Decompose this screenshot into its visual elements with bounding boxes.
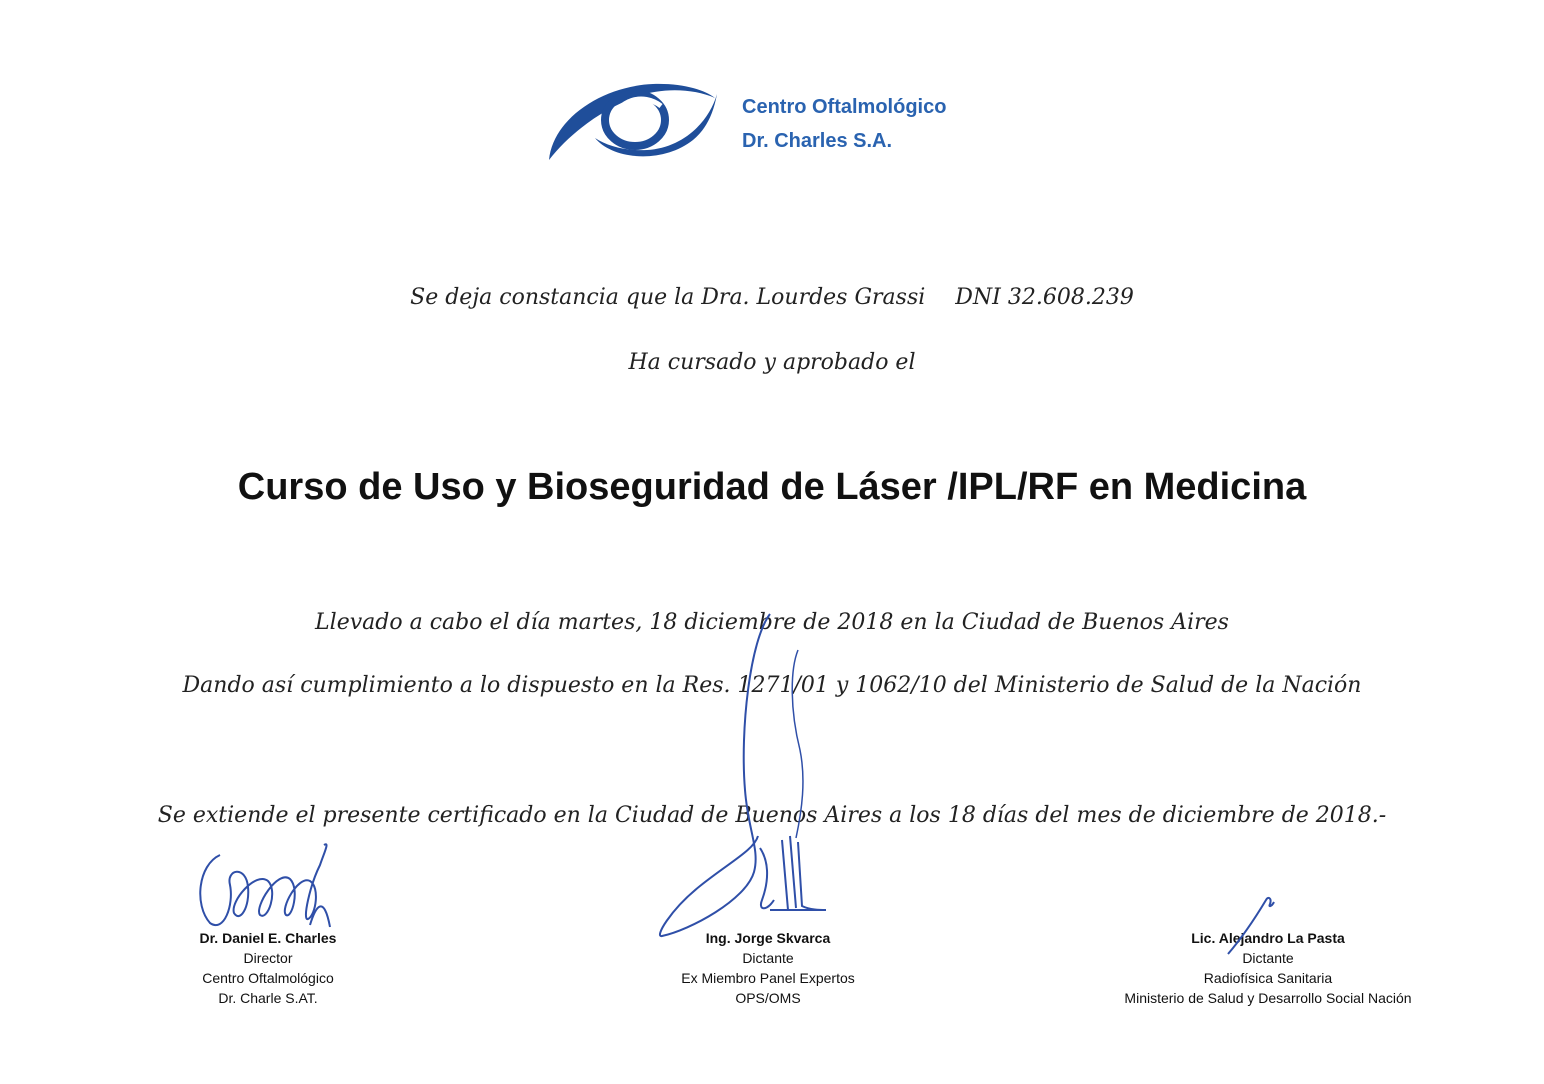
signatory-role: Director xyxy=(243,950,293,966)
organization-name xyxy=(742,90,946,158)
llevado-line: Llevado a cabo el día martes, 18 diciembre de 2018 en la Ciudad de Buenos Aires xyxy=(315,610,1229,635)
dni-text: DNI 32.608.239 xyxy=(955,285,1134,310)
signatory-lecturer-1 xyxy=(648,928,888,1008)
signatory-affiliation: Centro Oftalmológico xyxy=(202,970,334,986)
signatory-affiliation: Radiofísica Sanitaria xyxy=(1203,970,1333,986)
cursado-line: Ha cursado y aprobado el xyxy=(628,350,916,375)
signatory-name: Lic. Alejandro La Pasta xyxy=(1191,930,1345,946)
eye-logo-icon xyxy=(543,78,723,164)
signatory-name: Dr. Daniel E. Charles xyxy=(199,930,337,946)
dando-line: Dando así cumplimiento a lo dispuesto en la Res. 1271/01 y 1062/10 del Ministerio de Salud de la Nación xyxy=(182,673,1362,698)
extiende-line: Se extiende el presente certificado en la Ciudad de Buenos Aires a los 18 días del mes de diciembre de 2018.- xyxy=(157,803,1387,828)
signature-lecturer-1-icon xyxy=(650,610,840,940)
signatory-affiliation-2: Ministerio de Salud y Desarrollo Social Nación xyxy=(1124,990,1412,1006)
org-name-line2: Dr. Charles S.A. xyxy=(742,130,893,152)
org-name-line1: Centro Oftalmológico xyxy=(742,96,947,118)
signatory-affiliation-2: Dr. Charle S.AT. xyxy=(218,990,318,1006)
signatory-role: Dictante xyxy=(742,950,794,966)
signatory-affiliation: Ex Miembro Panel Expertos xyxy=(681,970,855,986)
course-title: Curso de Uso y Bioseguridad de Láser /IPL/RF en Medicina xyxy=(237,466,1307,508)
signatory-role: Dictante xyxy=(1242,950,1294,966)
signature-director-icon xyxy=(190,835,340,935)
signatory-affiliation-2: OPS/OMS xyxy=(735,990,801,1006)
signatory-lecturer-2 xyxy=(1098,928,1438,1008)
signatory-director xyxy=(168,928,368,1008)
constancia-text: Se deja constancia que la Dra. Lourdes Grassi xyxy=(410,285,926,310)
constancia-line xyxy=(0,285,1544,310)
signatory-name: Ing. Jorge Skvarca xyxy=(705,930,831,946)
